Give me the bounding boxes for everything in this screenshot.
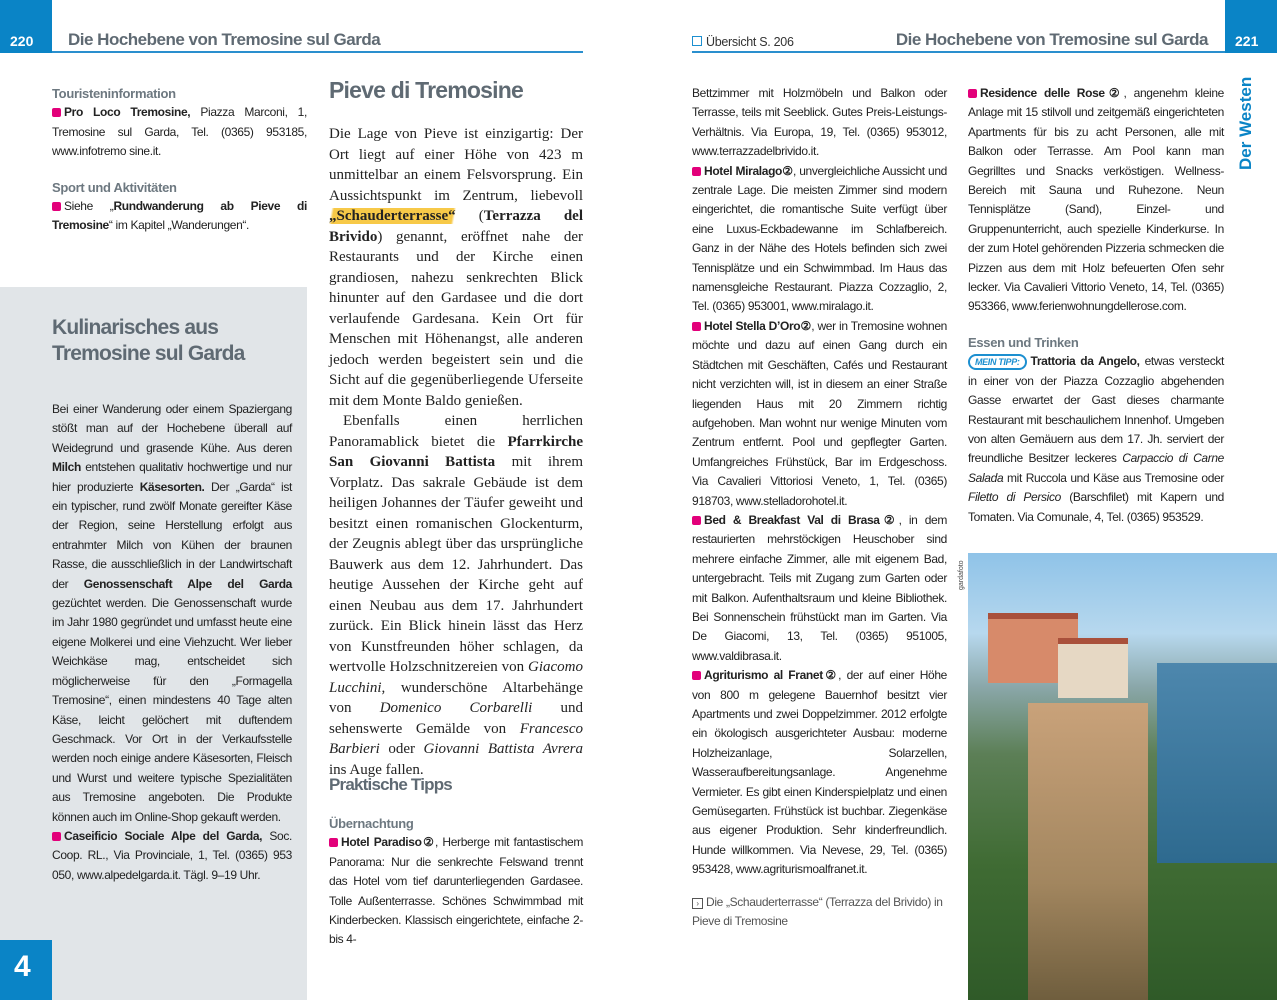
paragraph [692,317,947,511]
text: etwas versteckt in einer von der Piazza Cozzaglio abgehenden Gasse erwartet der Gast dieses charmante Restaurant mit beschaulichem Innenhof. Umgeben von alten Gemäuern aus dem 17. Jh. serviert der freundliche Besitzer leckeres [968,354,1224,466]
text: , wunderschöne Altarbehänge von [329,679,583,716]
text: Siehe „ [64,199,114,214]
bullet-icon [968,89,977,98]
text: ins Auge fallen. [329,761,424,778]
text: ( [455,208,484,224]
caption-text: Die „Schauderterrasse“ (Terrazza del Brivido) in Pieve di Tremosine [692,895,943,929]
text: Bettzimmer mit Holzmöbeln und Balkon oder Terrasse, teils mit Seeblick. Gutes Preis-Leistungs-Verhältnis. Via Europa, 19, Tel. (0365) 953012, www.terrazzadelbrivido.it. [692,86,947,159]
accommodation-column [692,84,947,880]
residence-column [968,84,1224,527]
header-rule-right [692,51,1225,53]
paragraph [329,411,583,780]
italic-term: Carpaccio di Carne Salada [968,451,1224,485]
paragraph [692,511,947,666]
text: , Herberge mit fantastischem Panorama: Nur die senkrechte Felswand trennt das Hotel vom tief darunterliegenden Gardasee. Tolle Außenterrasse. Schönes Schwimmbad mit Kinderbecken. Klassisch eingerichtete, einfache 2- bis 4- [329,835,583,947]
text: Piazza Marconi, 1, Tremosine sul Garda, Tel. (0365) 953185, www.infotremo sine.it. [52,105,307,159]
bold-term: Agriturismo al Franet② [704,668,839,683]
photo-ref-icon: › [692,898,703,909]
tips-text [329,814,583,950]
bold-term: Hotel Paradiso② [341,835,435,850]
italic-term: Francesco Barbieri [329,720,583,757]
text: Der „Garda“ ist ein typischer, rund zwölf Monate gereifter Käse der Region, seine Herstellung erfolgt aus entrahmter Milch von Kühen der braunen Rasse, die ausschließlich in der Landwirtschaft der [52,479,292,591]
paragraph [329,124,583,411]
text: , unvergleichliche Aussicht und zentrale Lage. Die meisten Zimmer sind modern eingerichtet, die romantische Suite verfügt über eine Luxus-Eckbadewanne im Schlafbereich. Ganz in der Nähe des Hotels befinden sich zwei Tennisplätze und ein Schwimmbad. Im Haus das namensgleiche Restaurant. Piazza Cozzaglio, 2, Tel. (0365) 953001, www.miralago.it. [692,163,947,314]
text: gezüchtet werden. Die Genossenschaft wurde im Jahr 1980 gegründet und umfasst heute eine eigene Molkerei und eine Viehzucht. Wer lieber Weichkäse mag, entscheidet sich möglicherweise für den „Formagella Tremosine“, einen mindestens 40 Tage alten Käse, leicht gelöchert mit duftendem Geschmack. Vor Ort in der Verkaufsstelle werden noch einige andere Käsesorten, Fleisch und Wurst und weitere typische Spezialitäten aus Tremosine angeboten. Die Produkte können auch im Online-Shop gekauft werden. [52,596,292,824]
text: mit Ruccola und Käse aus Tremosine oder [1003,470,1224,485]
bold-term: Caseificio Sociale Alpe del Garda, [64,828,263,843]
italic-term: Filetto di Persico [968,490,1061,505]
culinary-box [0,287,307,1000]
bullet-icon [52,108,61,117]
lake [1157,663,1277,863]
text: oder [379,741,424,757]
bold-term: Rundwanderung ab Pieve di Tremosine [52,199,307,233]
page-number-tab-left: 220 [0,0,52,53]
italic-term: Domenico Corbarelli [379,700,533,716]
paragraph [329,833,583,949]
tips-title: Praktische Tipps [329,775,452,794]
chapter-number-tab: 4 [0,940,52,1000]
bold-term: Pro Loco Tremosine, [64,105,191,120]
bullet-icon [692,671,701,680]
paragraph [968,84,1224,317]
text: ) genannt, eröffnet nahe der Restaurants und der Kirche einen grandiosen, nahezu senkrechten Blick hinunter auf den Gardasee und die dort verlaufende Gardesana. Kein Ort für Menschen mit Höhenangst, alle anderen jedoch werden begeistert sein und die Sicht auf die gegenüberliegende Uferseite mit dem Monte Baldo genießen. [329,228,583,409]
bullet-icon [329,838,338,847]
mein-tipp-badge: MEIN TIPP: [968,354,1027,370]
section-title: Pieve di Tremosine [329,77,523,103]
bullet-icon [692,516,701,525]
paragraph [692,162,947,317]
bullet-icon [692,167,701,176]
text: und sehenswerte Gemälde von [329,700,583,737]
italic-term: Giovanni Battista Avrera [423,741,583,757]
bullet-icon [692,322,701,331]
text: , wer in Tremosine wohnen möchte und dazu auf einen Gang durch ein Städtchen mit Geschäften, Cafés und Restaurant nicht verzichten will, ist in diesem an einer Straße liegenden Haus mit 20 Zimmern richtig aufgehoben. Man wohnt nur wenige Minuten vom Zentrum entfernt. Pool und gepflegter Garten. Umfangreiches Frühstück, Bar im Erdgeschoss. Via Cavalieri Vittoriosi Veneto, 1, Tel. (0365) 918703, www.stelladorohotel.it. [692,318,947,508]
paragraph [52,197,307,236]
subheading: Sport und Aktivitäten [52,179,177,195]
bold-term: Residence delle Rose② [980,86,1124,100]
text: Soc. Coop. RL., Via Provinciale, 1, Tel. (0365) 953 050, www.alpedelgarda.it. Tägl. 9–19 Uhr. [52,828,292,882]
italic-term: Giacomo Lucchini [329,659,583,696]
text: , in dem restaurierten mehrstöckigen Heuschober sind mehrere einfache Zimmer, alle mit eigenem Bad, untergebracht. Teils mit Zugang zum Garten oder mit Balkon. Aufenthaltsraum und kleine Bibliothek. Bei Sonnenschein frühstückt man im Garten. Via De Giacomi, 13, Tel. (0365) 951005, www.valdibrasa.it. [692,512,948,663]
running-head-right: Die Hochebene von Tremosine sul Garda [895,30,1208,49]
paragraph [692,84,947,162]
caption [692,893,947,932]
subheading: Essen und Trinken [968,334,1079,350]
terrace-photo [968,553,1277,1000]
section-side-label: Der Westen [1236,76,1255,170]
cliff [1028,703,1148,1000]
subheading: Übernachtung [329,816,414,831]
text: “ im Kapitel „Wanderungen“. [108,218,250,233]
paragraph [968,352,1224,527]
text: Die Lage von Pieve ist einzigartig: Der Ort liegt auf einer Höhe von 423 m unmittelbar an einem Felsvorsprung. Ein Aussichtspunkt im Zentrum, liebevoll [329,126,583,204]
checkbox-icon [692,36,702,46]
header-rule-left [52,51,583,53]
bold-term: Hotel Stella D’Oro② [704,318,812,333]
bullet-icon [52,832,61,841]
photo-credit: gardafoto [958,560,965,590]
paragraph [692,666,947,879]
overview-ref-label: Übersicht S. 206 [706,35,794,49]
subheading: Touristeninformation [52,86,176,101]
bullet-icon [52,202,61,211]
text: , angenehm kleine Anlage mit 15 stilvoll und zeitgemäß eingerichteten Apartments für bis zu acht Personen, alle mit Balkon oder Terrasse. Am Pool kann man Gegrilltes und Snacks verköstigen. Wellness-Bereich mit Sauna und Ruhezone. Neun Tennisplätze (Sand), Einzel- und Gruppenunterricht, auch spezielle Kinderkurse. In der zum Hotel gehörenden Pizzeria schmecken die Pizzen aus dem mit Holz befeuerten Ofen sehr lecker. Via Cavalieri Vittorio Veneto, 14, Tel. (0365) 953366, www.ferienwohnungdellerose.com. [968,86,1224,314]
text: mit ihrem Vorplatz. Das sakrale Gebäude ist dem heiligen Johannes der Täufer geweiht und besitzt einen romanischen Glockenturm, der Zeugnis ablegt über das ursprüngliche Bauwerk aus dem 12. Jahrhundert. Das heutige Aussehen der Kirche geht auf einen Neubau aus dem 17. Jahrhundert zurück. Ein Blick hinein lässt das Herz von Kunstfreunden höher schlagen, da wertvolle Holzschnitzereien von [329,454,583,675]
paragraph [52,103,307,161]
text: (Barschfilet) mit Kapern und Tomaten. Via Comunale, 4, Tel. (0365) 953529. [968,490,1224,524]
bold-term: Milch [52,460,81,475]
running-head-left: Die Hochebene von Tremosine sul Garda [68,30,381,49]
text: entstehen qualitativ hochwertige und nur hier produzierte [52,460,292,494]
culinary-box-text [52,400,292,885]
bold-term: Genossenschaft Alpe del Garda [83,576,293,591]
paragraph [52,827,292,885]
paragraph [52,400,292,827]
text: Bei einer Wanderung oder einem Spaziergang stößt man auf der Hochebene überall auf Weidegrund und grasende Kühe. Aus deren [52,402,292,455]
highlighted-term: „Schauderterrasse“ [329,208,456,224]
bold-term: Hotel Miralago② [704,163,793,178]
bold-term: Käsesorten. [139,479,205,494]
text: , der auf einer Höhe von 800 m gelegene Bauernhof besitzt vier Apartments und zwei Doppelzimmer. 2012 erfolgte ein ökologisch ausgerichteter Ausbau: moderne Holzheizanlage, Solarzellen, Wasseraufbereitungsanlage. Angenehme Vermieter. Es gibt einen Kinderspielplatz und einen Gemüsegarten. Frühstück ist buchbar. Ziegenkäse aus eigener Produktion. Sehr kinderfreundlich. Hunde willkommen. Via Nevese, 29, Tel. (0365) 953428, www.agriturismoalfranet.it. [692,668,947,877]
page-number-tab-right: 221 [1225,0,1277,53]
bold-term: Terrazza del Brivido [329,208,583,245]
bold-term: Bed & Breakfast Val di Brasa② [704,512,899,527]
culinary-box-title: Kulinarisches aus Tremosine sul Garda [52,316,245,365]
info-column [52,84,307,236]
overview-ref[interactable] [692,35,794,49]
bold-term: Trattoria da Angelo, [1030,354,1140,369]
building [1058,638,1128,698]
text: Ebenfalls einen herrlichen Panoramablick bietet die [329,413,583,450]
pieve-text [329,124,583,780]
bold-term: Pfarrkirche San Giovanni Battista [329,433,583,470]
